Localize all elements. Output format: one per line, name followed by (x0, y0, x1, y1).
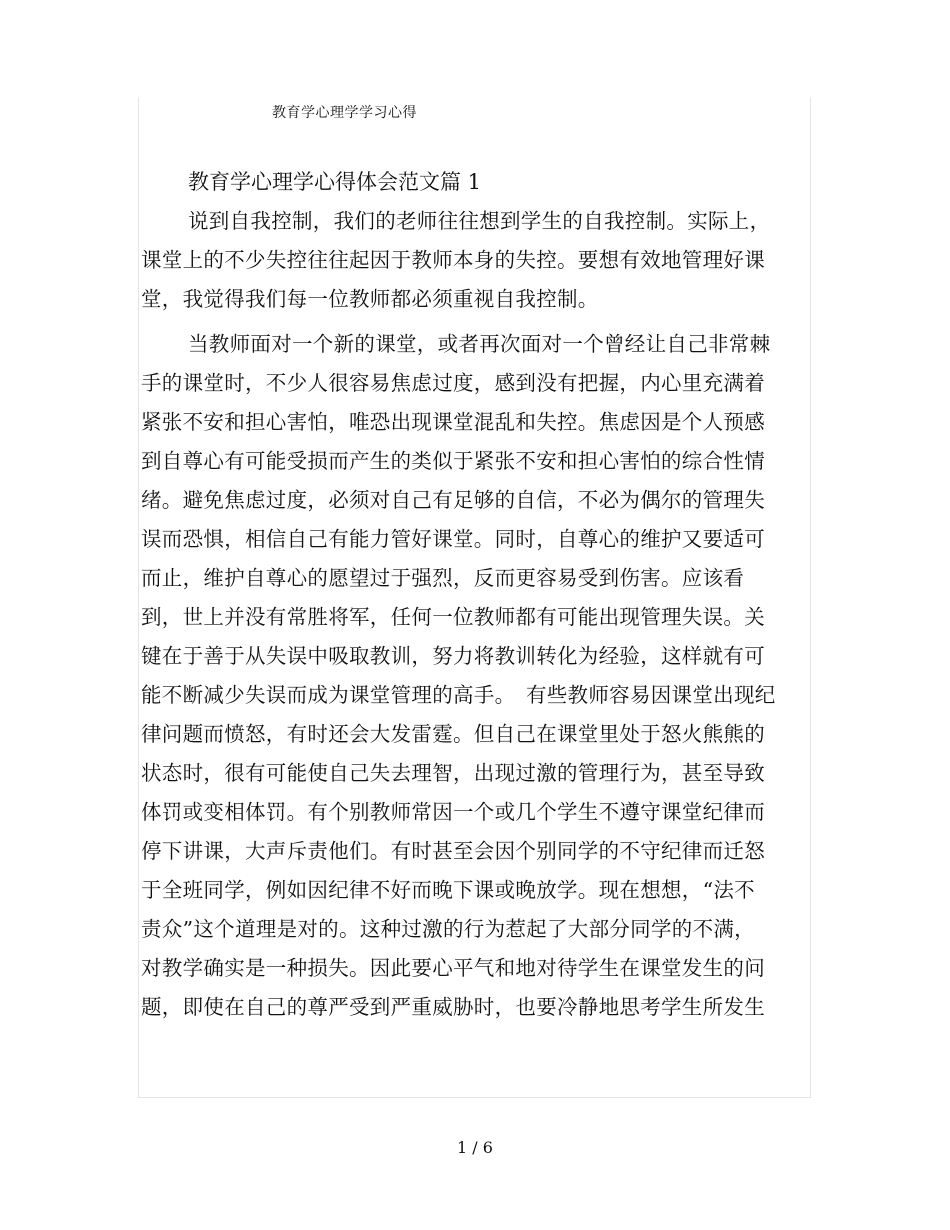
text-line: 绪。避免焦虑过度，必须对自己有足够的自信，不必为偶尔的管理失 (141, 488, 765, 512)
text-line: 律问题而愤怒，有时还会大发雷霆。但自己在课堂里处于怒火熊熊的 (141, 722, 765, 746)
text-line: 课堂上的不少失控往往起因于教师本身的失控。要想有效地管理好课 (141, 248, 765, 272)
article-title: 教育学心理学心得体会范文篇 1 (188, 170, 482, 194)
text-line: 而止，维护自尊心的愿望过于强烈，反而更容易受到伤害。应该看 (141, 566, 745, 590)
text-line: 于全班同学，例如因纪律不好而晚下课或晚放学。现在想想，“法不 (141, 878, 755, 902)
text-line: 对教学确实是一种损失。因此要心平气和地对待学生在课堂发生的问 (141, 956, 765, 980)
text-line: 紧张不安和担心害怕，唯恐出现课堂混乱和失控。焦虑因是个人预感 (141, 410, 765, 434)
page-number: 1 / 6 (457, 1138, 493, 1157)
text-line: 能不断减少失误而成为课堂管理的高手。 有些教师容易因课堂出现纪 (141, 683, 776, 707)
running-header: 教育学心理学学习心得 (272, 105, 417, 121)
text-line: 停下讲课，大声斥责他们。有时甚至会因个别同学的不守纪律而迁怒 (141, 839, 765, 863)
text-line: 手的课堂时，不少人很容易焦虑过度，感到没有把握，内心里充满着 (141, 371, 765, 395)
text-line: 误而恐惧，相信自己有能力管好课堂。同时，自尊心的维护又要适可 (141, 527, 765, 551)
text-line: 体罚或变相体罚。有个别教师常因一个或几个学生不遵守课堂纪律而 (141, 800, 765, 824)
text-line: 到，世上并没有常胜将军，任何一位教师都有可能出现管理失误。关 (141, 605, 765, 629)
text-line: 责众”这个道理是对的。这种过激的行为惹起了大部分同学的不满， (141, 917, 755, 941)
text-line: 当教师面对一个新的课堂，或者再次面对一个曾经让自己非常棘 (188, 332, 771, 356)
text-line: 到自尊心有可能受损而产生的类似于紧张不安和担心害怕的综合性情 (141, 449, 765, 473)
text-line: 堂，我觉得我们每一位教师都必须重视自我控制。 (141, 287, 599, 311)
text-line: 状态时，很有可能使自己失去理智，出现过激的管理行为，甚至导致 (141, 761, 765, 785)
text-line: 说到自我控制，我们的老师往往想到学生的自我控制。实际上， (188, 209, 771, 233)
text-line: 题，即使在自己的尊严受到严重威胁时，也要冷静地思考学生所发生 (141, 995, 765, 1019)
text-line: 键在于善于从失误中吸取教训，努力将教训转化为经验，这样就有可 (141, 644, 765, 668)
